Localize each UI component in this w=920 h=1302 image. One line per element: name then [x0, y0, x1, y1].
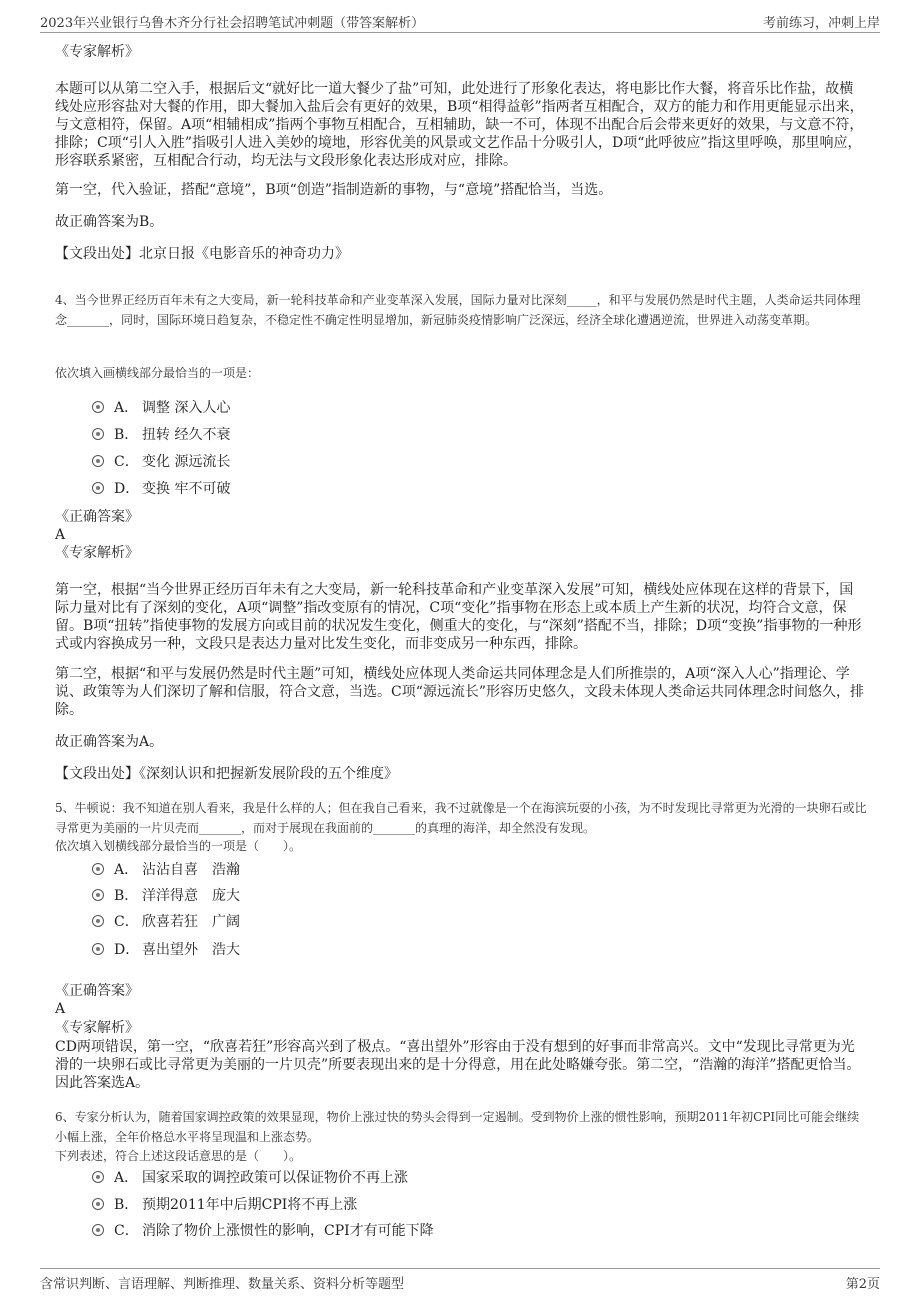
q4-expert-label: 《专家解析》	[55, 545, 139, 561]
q4-analysis-para2	[55, 665, 867, 719]
q3-answer-line: 故正确答案为B。	[55, 214, 164, 230]
radio-icon[interactable]	[92, 915, 104, 927]
q4-analysis-para1	[55, 581, 867, 653]
q6-stem	[55, 1107, 867, 1147]
q5-prompt: 依次填入划横线部分最恰当的一项是（ ）。	[55, 839, 302, 853]
page-number: 第2页	[845, 1277, 880, 1292]
q5-option-a[interactable]: A． 沾沾自喜 浩瀚	[92, 860, 240, 880]
radio-icon[interactable]	[92, 482, 104, 494]
q5-answer: A	[55, 1001, 66, 1017]
q3-analysis-para1	[55, 80, 867, 170]
q4-answer-line: 故正确答案为A。	[55, 734, 164, 750]
radio-icon[interactable]	[92, 455, 104, 467]
q6-prompt: 下列表述，符合上述这段话意思的是（ ）。	[55, 1149, 302, 1163]
q5-option-c[interactable]: C． 欣喜若狂 广阔	[92, 912, 240, 932]
page-footer	[40, 1268, 880, 1295]
q6-option-c[interactable]: C． 消除了物价上涨惯性的影响，CPI才有可能下降	[92, 1221, 434, 1241]
radio-icon[interactable]	[92, 1224, 104, 1236]
q6-option-a[interactable]: A． 国家采取的调控政策可以保证物价不再上涨	[92, 1168, 408, 1188]
document-title: 2023年兴业银行乌鲁木齐分行社会招聘笔试冲刺题（带答案解析）	[40, 16, 425, 31]
analysis-text: 第二空，根据“和平与发展仍然是时代主题”可知，横线处应体现人类命运共同体理念是人们所推崇的，A项“深入人心”指理论、学说、政策等为人们深切了解和信服，符合文意，当选。C项“源远流长”形容历史悠久，文段未体现人类命运共同体理念时间悠久，排除。	[55, 666, 865, 718]
q5-option-d[interactable]: D． 喜出望外 浩大	[92, 940, 240, 960]
q4-answer-label: 《正确答案》	[55, 509, 139, 525]
analysis-text: 第一空，根据“当今世界正经历百年未有之大变局，新一轮科技革命和产业变革深入发展”可知，横线处应体现在这样的背景下，国际力量对比有了深刻的变化，A项“调整”指改变原有的情况，C项“变化”指事物在形态上或本质上产生新的状况，均符合文意，保留。B项“扭转”指使事物的发展方向或目前的状况发生变化，侧重大的变化，与“深刻”搭配不当，排除；D项“变换”指事物的一种形式或内容换成另一种，文段只是表达力量对比发生变化，而非变成另一种东西，排除。	[55, 582, 862, 652]
question-text: 4、当今世界正经历百年未有之大变局，新一轮科技革命和产业变革深入发展，国际力量对比深刻_____，和平与发展仍然是时代主题，人类命运共同体理念_______，同时，国际环境日趋复杂，不稳定性不确定性明显增加，新冠肺炎疫情影响广泛深远，经济全球化遭遇逆流，世界进入动荡变革期。	[55, 293, 861, 327]
q5-stem	[55, 798, 867, 838]
q4-source: 【文段出处】《深刻认识和把握新发展阶段的五个维度》	[55, 766, 398, 782]
q4-option-d[interactable]: D． 变换 牢不可破	[92, 479, 230, 499]
footer-description: 含常识判断、言语理解、判断推理、数量关系、资料分析等题型	[40, 1277, 405, 1292]
q3-analysis-para2: 第一空，代入验证，搭配“意境”，B项“创造”指制造新的事物，与“意境”搭配恰当，当选。	[55, 182, 613, 198]
header-slogan: 考前练习，冲刺上岸	[762, 16, 880, 31]
q4-option-b[interactable]: B． 扭转 经久不衰	[92, 425, 230, 445]
radio-icon[interactable]	[92, 401, 104, 413]
radio-icon[interactable]	[92, 943, 104, 955]
q5-option-b[interactable]: B． 洋洋得意 庞大	[92, 886, 240, 906]
analysis-text: 本题可以从第二空入手，根据后文“就好比一道大餐少了盐”可知，此处进行了形象化表达，将电影比作大餐，将音乐比作盐，故横线处应形容盐对大餐的作用，即大餐加入盐后会有更好的效果，B项“相得益彰”指两者互相配合，双方的能力和作用更能显示出来，与文意相符，保留。A项“相辅相成”指两个事物互相配合，互相辅助，缺一不可，体现不出配合后会带来更好的效果，与文意不符，排除；C项“引人入胜”指吸引人进入美妙的境地，形容优美的风景或文艺作品十分吸引人，D项“此呼彼应”指这里呼唤，那里响应，形容联系紧密，互相配合行动，均无法与文段形象化表达形成对应，排除。	[55, 81, 864, 169]
q4-stem	[55, 290, 867, 330]
radio-icon[interactable]	[92, 1171, 104, 1183]
q5-expert-label: 《专家解析》	[55, 1020, 139, 1036]
radio-icon[interactable]	[92, 863, 104, 875]
question-text: 6、专家分析认为，随着国家调控政策的效果显现，物价上涨过快的势头会得到一定遏制。受到物价上涨的惯性影响，预期2011年初CPI同比可能会继续小幅上涨，全年价格总水平将呈现温和上涨态势。	[55, 1110, 860, 1144]
radio-icon[interactable]	[92, 889, 104, 901]
question-text: 5、牛顿说：我不知道在别人看来，我是什么样的人；但在我自己看来，我不过就像是一个在海滨玩耍的小孩，为不时发现比寻常更为光滑的一块卵石或比寻常更为美丽的一片贝壳而_______，而对于展现在我面前的_______的真理的海洋，却全然没有发现。	[55, 801, 867, 835]
q3-source: 【文段出处】北京日报《电影音乐的神奇功力》	[55, 246, 349, 262]
page-header	[40, 8, 880, 33]
q3-expert-label: 《专家解析》	[55, 44, 139, 60]
q4-option-a[interactable]: A． 调整 深入人心	[92, 398, 230, 418]
q6-option-b[interactable]: B． 预期2011年中后期CPI将不再上涨	[92, 1195, 357, 1215]
q5-answer-label: 《正确答案》	[55, 983, 139, 999]
radio-icon[interactable]	[92, 1198, 104, 1210]
radio-icon[interactable]	[92, 428, 104, 440]
q5-analysis-para1	[55, 1038, 867, 1092]
q4-answer: A	[55, 527, 66, 543]
q4-prompt: 依次填入画横线部分最恰当的一项是：	[55, 366, 260, 380]
analysis-text: CD两项错误，第一空，“欣喜若狂”形容高兴到了极点。“喜出望外”形容由于没有想到的好事而非常高兴。文中“发现比寻常更为光滑的一块卵石或比寻常更为美丽的一片贝壳”所要表现出来的是十分得意，用在此处略嫌夸张。第二空，“浩瀚的海洋”搭配更恰当。因此答案选A。	[55, 1039, 861, 1091]
q4-option-c[interactable]: C． 变化 源远流长	[92, 452, 230, 472]
